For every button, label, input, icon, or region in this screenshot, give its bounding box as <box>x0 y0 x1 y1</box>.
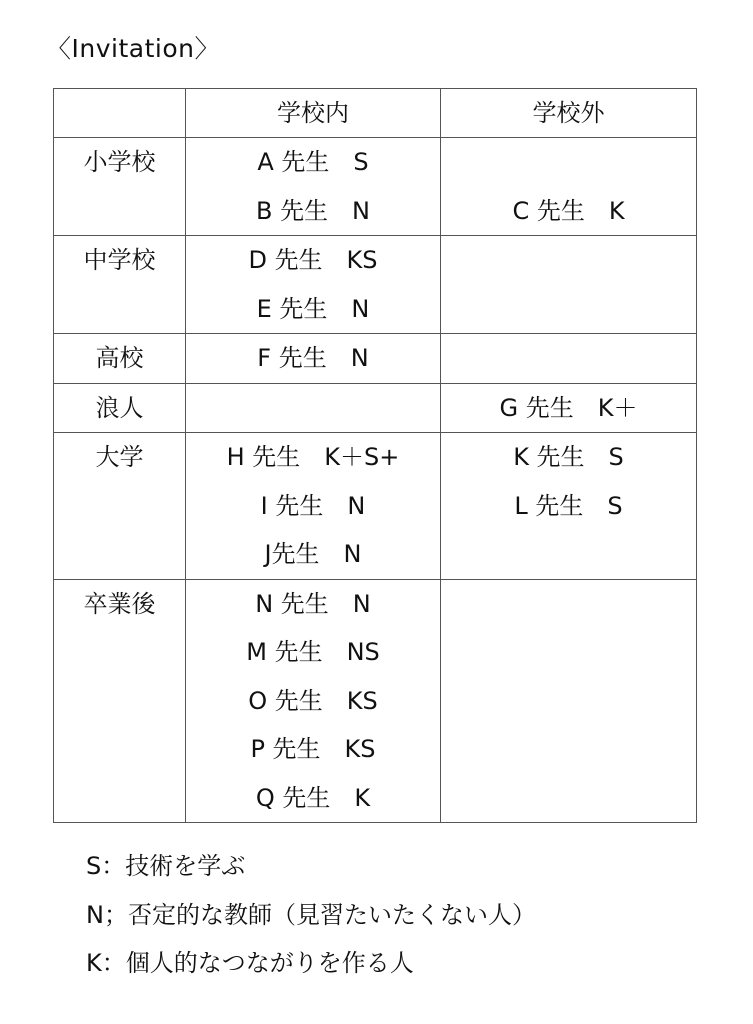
legend-item-n: N；否定的な教師（見習たいたくない人） <box>86 900 536 929</box>
teacher-entry: P 先生 KS <box>250 735 376 763</box>
header-stage <box>54 89 186 138</box>
teacher-entry: K 先生 S <box>513 443 624 471</box>
stage-label: 小学校 <box>83 148 156 176</box>
teacher-entry: L 先生 S <box>514 491 623 520</box>
table-row <box>54 334 697 384</box>
teacher-entry: M 先生 NS <box>246 638 380 666</box>
teacher-entry: H 先生 K＋S+ <box>226 443 400 471</box>
stage-label: 高校 <box>95 344 144 372</box>
stage-cell <box>54 433 186 580</box>
outside-school-cell <box>441 433 697 580</box>
inside-school-cell <box>186 383 441 433</box>
teacher-entry: O 先生 KS <box>248 686 378 715</box>
teacher-entry: D 先生 KS <box>248 246 378 274</box>
inside-school-cell <box>186 433 441 580</box>
legend-item-k: K：個人的なつながりを作る人 <box>86 949 414 977</box>
legend <box>86 842 536 988</box>
teacher-entry: N 先生 N <box>255 589 371 618</box>
teacher-entry: C 先生 K <box>512 196 625 225</box>
outside-school-cell <box>441 383 697 433</box>
inside-school-cell <box>186 334 441 384</box>
outside-school-cell <box>441 138 697 236</box>
table-row <box>54 579 697 823</box>
header-inside-school: 学校内 <box>186 89 441 138</box>
inside-school-cell <box>186 138 441 236</box>
stage-label: 中学校 <box>83 246 156 274</box>
teacher-entry: J先生 N <box>264 540 362 568</box>
teacher-entry: I 先生 N <box>260 491 366 520</box>
teacher-entry: G 先生 K＋ <box>499 393 638 422</box>
teacher-table <box>53 88 697 823</box>
outside-school-cell <box>441 334 697 384</box>
legend-item-s: S：技術を学ぶ <box>86 852 246 880</box>
inside-school-cell <box>186 236 441 334</box>
inside-school-cell <box>186 579 441 823</box>
table-row <box>54 433 697 580</box>
stage-cell <box>54 579 186 823</box>
outside-school-cell <box>441 236 697 334</box>
stage-label: 大学 <box>95 443 144 471</box>
teacher-entry: A 先生 S <box>257 148 369 176</box>
stage-cell <box>54 334 186 384</box>
teacher-entry: B 先生 N <box>255 196 371 225</box>
table-row <box>54 383 697 433</box>
teacher-entry: E 先生 N <box>256 294 370 323</box>
stage-cell <box>54 236 186 334</box>
stage-label: 卒業後 <box>83 589 156 618</box>
stage-label: 浪人 <box>95 393 144 422</box>
outside-school-cell <box>441 579 697 823</box>
teacher-entry: Q 先生 K <box>255 783 371 812</box>
stage-cell <box>54 383 186 433</box>
table-row <box>54 138 697 236</box>
document-title: 〈Invitation〉 <box>46 34 220 63</box>
header-outside-school: 学校外 <box>441 89 697 138</box>
table-header-row <box>54 89 697 138</box>
teacher-entry: F 先生 N <box>257 344 369 372</box>
table-row <box>54 236 697 334</box>
stage-cell <box>54 138 186 236</box>
